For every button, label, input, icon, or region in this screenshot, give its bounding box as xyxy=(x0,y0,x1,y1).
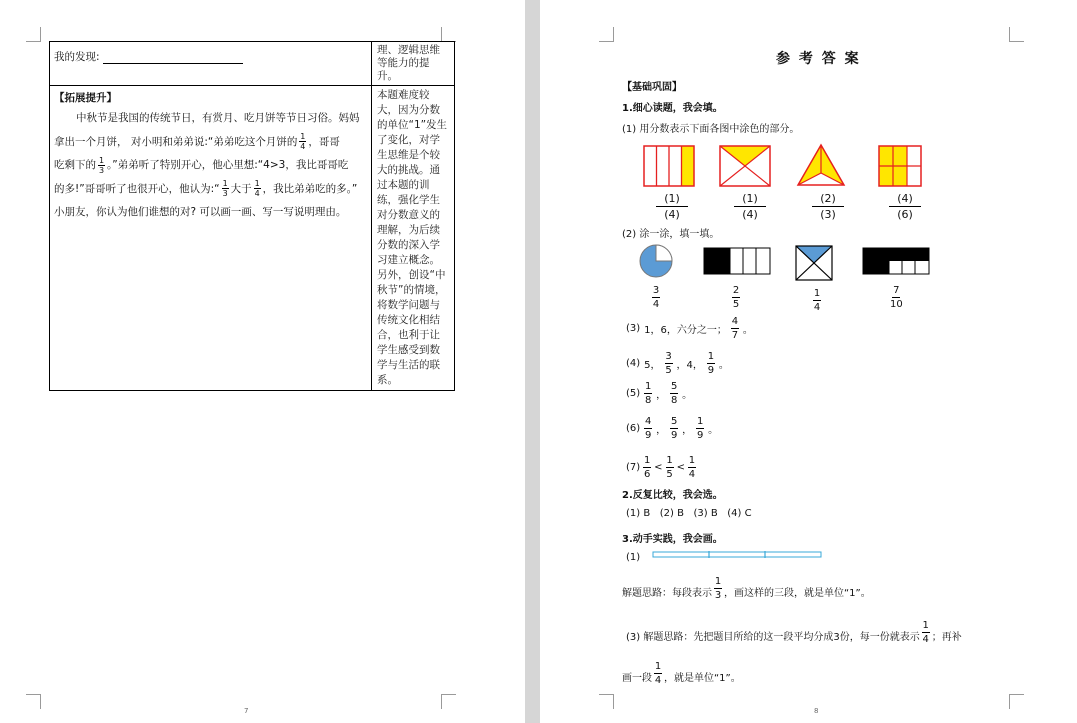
lesson-table xyxy=(49,41,455,391)
discovery-cell xyxy=(50,42,372,86)
answer-fraction: $\frac{(2)}{(3)}$ xyxy=(812,192,844,221)
answer-fraction: $\frac{2}{5}$ xyxy=(732,285,740,310)
story-text xyxy=(54,107,367,225)
multiple-choice-answers: (1) B (2) B (3) B (4) C xyxy=(626,508,752,519)
answer-fraction: $\frac{(4)}{(6)}$ xyxy=(889,192,921,221)
teacher-note: 本题难度较大，因为分数的单位“1”发生了变化，对学生思维是个较大的挑战。通过本题的训练，强化学生对分数意义的理解，为后续分数的深入学习建立概念。另外，创设“中秋节”的情境，将数学问题与传统文化相结合，也利于让学生感受到数学与生活的联系。 xyxy=(372,86,455,391)
section-title-extension: 【拓展提升】 xyxy=(54,92,117,104)
question-1-2: (2) 涂一涂，填一填。 xyxy=(622,229,720,240)
fraction: $\frac{1}{3}$ xyxy=(222,179,228,198)
figure-bar-tenths xyxy=(862,247,930,275)
answer-fraction: $\frac{1}{4}$ xyxy=(813,288,821,313)
page-number: 7 xyxy=(244,707,249,715)
story-line xyxy=(54,131,367,155)
story-line: 中秋节是我国的传统节日，有赏月、吃月饼等节日习俗。妈妈 xyxy=(76,112,360,124)
crop-mark xyxy=(1009,694,1024,709)
answer-line-3: (3) 1，6，六分之一； $\frac{4}{7}$ 。 xyxy=(626,316,753,341)
story-fragment: 拿出一个月饼， 对小明和弟弟说:“弟弟吃这个月饼的 xyxy=(54,135,298,148)
figure-bar-fifths xyxy=(703,247,771,275)
heading-part-3: 3.动手实践，我会画。 xyxy=(622,534,723,545)
story-line: 小朋友，你认为他们谁想的对? 可以画一画、写一写说明理由。 xyxy=(54,206,347,218)
discovery-label: 我的发现: xyxy=(54,51,100,63)
fraction: $\frac{1}{3}$ xyxy=(98,155,105,175)
discovery-blank-line xyxy=(103,53,243,64)
heading-part-2: 2.反复比较，我会选。 xyxy=(622,490,723,501)
solution-3: (3) 解题思路：先把题目所给的这一段平均分成3份，每一份就表示 $\frac{1}{4}$ ；再补 xyxy=(626,620,962,645)
solution-3-continued: 画一段 $\frac{1}{4}$ ，就是单位“1”。 xyxy=(622,661,741,686)
answer-fraction: $\frac{(1)}{(4)}$ xyxy=(656,192,688,221)
story-fragment: ，我比弟弟吃的多。” xyxy=(262,182,358,195)
crop-mark xyxy=(441,694,456,709)
answer-label-3-1: (1) xyxy=(626,552,641,563)
figure-triangle-thirds xyxy=(796,143,846,187)
crop-mark xyxy=(1009,27,1024,42)
heading-part-1: 1.细心读题，我会填。 xyxy=(622,103,723,114)
story-line xyxy=(54,178,367,202)
document-page-7 xyxy=(0,0,525,723)
story-fragment: 大于 xyxy=(230,182,252,195)
answer-line-6: (6) $\frac{4}{9}$ ， $\frac{5}{9}$ ， $\frac{1}{9}$ 。 xyxy=(626,416,719,441)
crop-mark xyxy=(599,694,614,709)
answer-fraction: $\frac{(1)}{(4)}$ xyxy=(734,192,766,221)
segment-diagram xyxy=(652,551,822,559)
fraction: $\frac{1}{4}$ xyxy=(254,179,260,198)
extension-cell xyxy=(50,86,372,391)
answer-fraction: $\frac{3}{4}$ xyxy=(652,285,660,310)
document-page-8 xyxy=(540,0,1077,723)
crop-mark xyxy=(26,27,41,42)
note-top: 理、逻辑思维等能力的提升。 xyxy=(372,42,455,86)
crop-mark xyxy=(441,27,456,42)
solution-1: 解题思路：每段表示 $\frac{1}{3}$ ，画这样的三段，就是单位“1”。 xyxy=(622,576,871,601)
story-fragment: 的多!”哥哥听了也很开心，他认为:“ xyxy=(54,182,220,195)
question-1-1: (1) 用分数表示下面各图中涂色的部分。 xyxy=(622,124,800,135)
answer-line-5: (5) $\frac{1}{8}$ ， $\frac{5}{8}$ 。 xyxy=(626,381,693,406)
story-line xyxy=(54,154,367,178)
page-title: 参 考 答 案 xyxy=(776,51,861,67)
story-fragment: 。”弟弟听了特别开心，他心里想:“4>3，我比哥哥吃 xyxy=(107,159,349,171)
figure-grid-sixths xyxy=(878,145,922,187)
answer-line-4: (4) 5， $\frac{3}{5}$ ，4， $\frac{1}{9}$ 。 xyxy=(626,351,729,376)
story-fragment: 吃剩下的 xyxy=(54,159,96,171)
figure-envelope-triangles xyxy=(719,145,771,187)
fraction: $\frac{1}{4}$ xyxy=(300,132,306,151)
figure-circle-three-quarters xyxy=(638,243,674,279)
crop-mark xyxy=(26,694,41,709)
crop-mark xyxy=(599,27,614,42)
figure-quarter-strips xyxy=(643,145,695,187)
page-number: 8 xyxy=(814,707,819,715)
answer-line-7: (7) $\frac{1}{6}$ < $\frac{1}{5}$ < $\frac{1}{4}$ xyxy=(626,455,696,480)
story-fragment: ，哥哥 xyxy=(308,135,340,148)
answer-fraction: $\frac{7}{10}$ xyxy=(890,285,903,310)
figure-square-quarters xyxy=(795,245,833,281)
section-title-basics: 【基础巩固】 xyxy=(622,82,682,93)
